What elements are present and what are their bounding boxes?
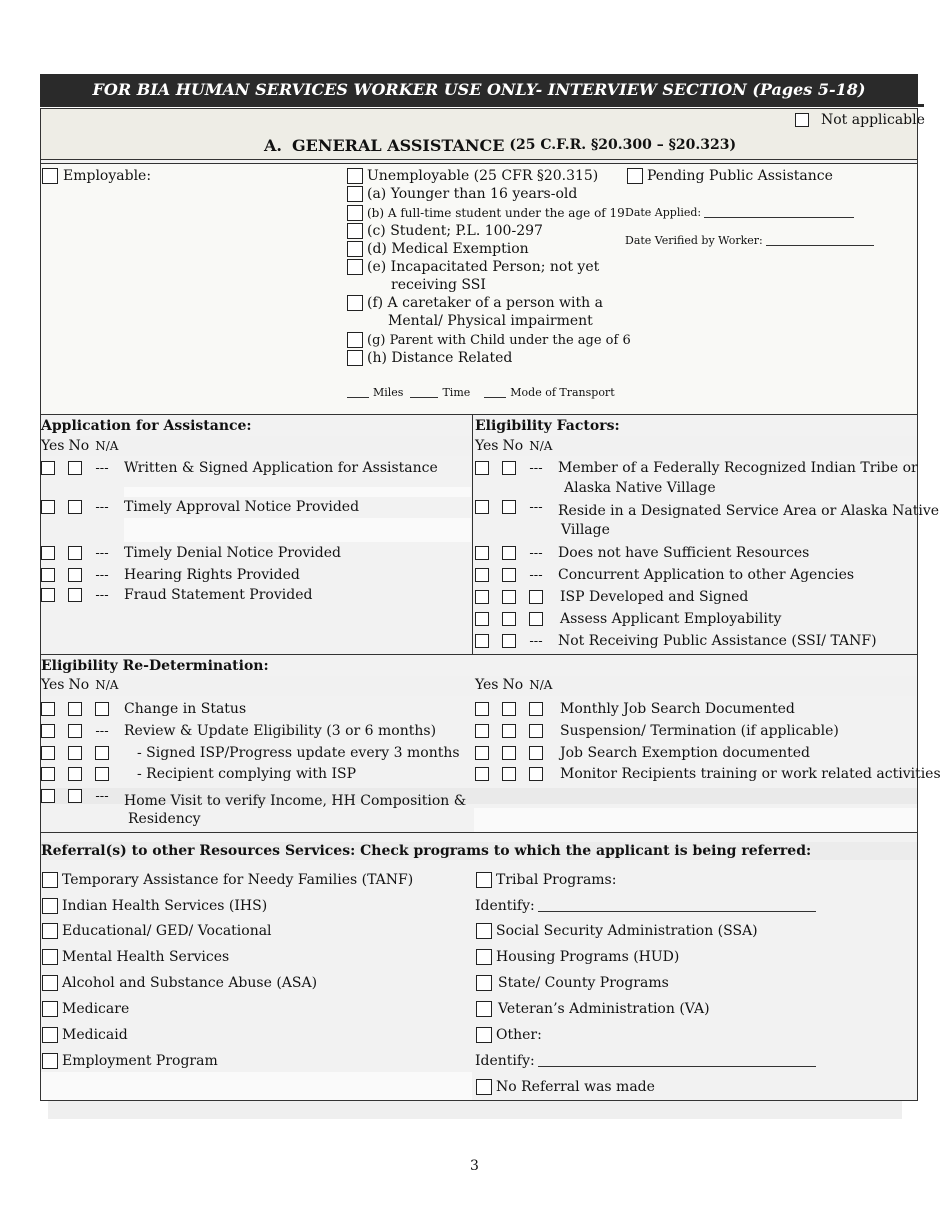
item-g-checkbox[interactable] — [347, 332, 363, 348]
referral-title: Referral(s) to other Resources Services: Check programs to which the applicant is being referred: — [41, 843, 812, 859]
referral-checkbox[interactable] — [42, 975, 58, 991]
referral-ssa[interactable]: Social Security Administration (SSA) — [476, 921, 758, 941]
referral-ihs[interactable]: Indian Health Services (IHS) — [42, 896, 267, 916]
header-underline — [40, 104, 924, 107]
yes-checkbox[interactable] — [475, 634, 489, 648]
yes-checkbox[interactable] — [475, 702, 489, 716]
no-checkbox[interactable] — [502, 724, 516, 738]
unemployable-item-f-cont: Mental/ Physical impairment — [388, 313, 593, 329]
redet-left-row-2: --- Review & Update Eligibility (3 or 6 months) — [41, 721, 436, 741]
referral-medicaid[interactable]: Medicaid — [42, 1025, 128, 1045]
transport-field[interactable] — [484, 387, 506, 398]
other-identify-field[interactable] — [538, 1056, 816, 1067]
item-d-checkbox[interactable] — [347, 241, 363, 257]
redetermination-title: Eligibility Re-Determination: — [41, 658, 269, 674]
referral-checkbox[interactable] — [42, 1027, 58, 1043]
referral-tribal[interactable]: Tribal Programs: — [476, 870, 616, 890]
referral-checkbox[interactable] — [42, 1053, 58, 1069]
application-row-2: --- Timely Approval Notice Provided — [41, 497, 359, 517]
no-checkbox[interactable] — [502, 546, 516, 560]
eligibility-row-3: --- Does not have Sufficient Resources — [475, 543, 809, 563]
referral-medicare[interactable]: Medicare — [42, 999, 129, 1019]
time-field[interactable] — [410, 387, 438, 398]
no-checkbox[interactable] — [502, 461, 516, 475]
not-applicable-option[interactable]: Not applicable — [795, 110, 925, 130]
na-checkbox[interactable] — [529, 724, 543, 738]
no-checkbox[interactable] — [502, 590, 516, 604]
no-checkbox[interactable] — [68, 588, 82, 602]
no-checkbox[interactable] — [68, 546, 82, 560]
employable-checkbox[interactable] — [42, 168, 58, 184]
referral-hud[interactable]: Housing Programs (HUD) — [476, 947, 679, 967]
unemployable-item-h[interactable]: (h) Distance Related — [347, 348, 512, 368]
application-row-3: --- Timely Denial Notice Provided — [41, 543, 341, 563]
referral-asa[interactable]: Alcohol and Substance Abuse (ASA) — [42, 973, 317, 993]
yes-checkbox[interactable] — [475, 500, 489, 514]
na-checkbox[interactable] — [529, 767, 543, 781]
yes-checkbox[interactable] — [41, 789, 55, 803]
referral-state-county[interactable]: State/ County Programs — [476, 973, 669, 993]
yes-checkbox[interactable] — [41, 724, 55, 738]
referral-checkbox[interactable] — [42, 872, 58, 888]
application-yn-header: Yes No N/A — [41, 438, 119, 454]
item-f-checkbox[interactable] — [347, 295, 363, 311]
eligibility-row-5: ISP Developed and Signed — [475, 587, 748, 607]
redet-right-row-2: Suspension/ Termination (if applicable) — [475, 721, 839, 741]
eligibility-yn-header: Yes No N/A — [475, 438, 553, 454]
section-a-title: A. GENERAL ASSISTANCE (25 C.F.R. §20.300 – §20.323) — [264, 135, 737, 155]
no-checkbox[interactable] — [502, 568, 516, 582]
redet-left-row-1: Change in Status — [41, 699, 246, 719]
eligibility-row-7: --- Not Receiving Public Assistance (SSI/ TANF) — [475, 631, 877, 651]
yes-checkbox[interactable] — [475, 724, 489, 738]
employable-option[interactable]: Employable: — [42, 166, 151, 186]
no-checkbox[interactable] — [68, 746, 82, 760]
referral-va[interactable]: Veteran’s Administration (VA) — [476, 999, 710, 1019]
yes-checkbox[interactable] — [41, 702, 55, 716]
referral-checkbox[interactable] — [476, 1001, 492, 1017]
referral-employment[interactable]: Employment Program — [42, 1051, 218, 1071]
yes-checkbox[interactable] — [475, 546, 489, 560]
no-referral-checkbox[interactable] — [476, 1079, 492, 1095]
na-checkbox[interactable] — [529, 612, 543, 626]
no-checkbox[interactable] — [502, 702, 516, 716]
na-checkbox[interactable] — [95, 702, 109, 716]
item-h-checkbox[interactable] — [347, 350, 363, 366]
no-checkbox[interactable] — [502, 500, 516, 514]
referral-checkbox[interactable] — [476, 975, 492, 991]
no-checkbox[interactable] — [502, 746, 516, 760]
page-number: 3 — [470, 1158, 479, 1174]
unemployable-item-f[interactable]: (f) A caretaker of a person with a — [347, 293, 603, 313]
no-checkbox[interactable] — [68, 461, 82, 475]
yes-checkbox[interactable] — [41, 568, 55, 582]
redet-right-yn-header: Yes No N/A — [475, 677, 553, 693]
no-checkbox[interactable] — [68, 724, 82, 738]
yes-checkbox[interactable] — [475, 746, 489, 760]
no-checkbox[interactable] — [68, 500, 82, 514]
unemployable-item-d[interactable]: (d) Medical Exemption — [347, 239, 529, 259]
no-checkbox[interactable] — [502, 612, 516, 626]
yes-checkbox[interactable] — [41, 461, 55, 475]
item-b-checkbox[interactable] — [347, 205, 363, 221]
redet-left-row-3: - Signed ISP/Progress update every 3 months — [41, 743, 460, 763]
unemployable-item-a[interactable]: (a) Younger than 16 years-old — [347, 184, 577, 204]
yes-checkbox[interactable] — [475, 461, 489, 475]
bottom-band — [48, 1101, 902, 1119]
referral-mental-health[interactable]: Mental Health Services — [42, 947, 229, 967]
item-e-checkbox[interactable] — [347, 259, 363, 275]
referral-checkbox[interactable] — [476, 949, 492, 965]
application-row-1: --- Written & Signed Application for Assistance — [41, 458, 438, 478]
unemployable-item-c[interactable]: (c) Student; P.L. 100-297 — [347, 221, 543, 241]
referral-checkbox[interactable] — [476, 872, 492, 888]
no-checkbox[interactable] — [68, 702, 82, 716]
eligibility-row-1: --- Member of a Federally Recognized Indian Tribe or — [475, 458, 918, 478]
unemployable-checkbox[interactable] — [347, 168, 363, 184]
redet-left-yn-header: Yes No N/A — [41, 677, 119, 693]
referral-checkbox[interactable] — [42, 898, 58, 914]
pending-assistance-checkbox[interactable] — [627, 168, 643, 184]
no-checkbox[interactable] — [68, 568, 82, 582]
redet-right-row-4: Monitor Recipients training or work related activities — [475, 764, 941, 784]
tribal-identify-field[interactable] — [538, 901, 816, 912]
yes-checkbox[interactable] — [475, 568, 489, 582]
other-identify: Identify: — [475, 1051, 816, 1071]
eligibility-row-6: Assess Applicant Employability — [475, 609, 781, 629]
redet-right-row-3: Job Search Exemption documented — [475, 743, 810, 763]
unemployable-item-e-cont: receiving SSI — [391, 277, 486, 293]
yes-checkbox[interactable] — [41, 500, 55, 514]
date-applied: Date Applied: — [625, 202, 854, 222]
date-verified: Date Verified by Worker: — [625, 230, 874, 250]
distance-fields: Miles Time Mode of Transport — [347, 382, 615, 402]
yes-checkbox[interactable] — [475, 612, 489, 626]
referral-checkbox[interactable] — [42, 949, 58, 965]
redet-left-row-4: - Recipient complying with ISP — [41, 764, 356, 784]
no-checkbox[interactable] — [502, 767, 516, 781]
eligibility-row-2-cont: Village — [561, 522, 610, 538]
yes-checkbox[interactable] — [475, 590, 489, 604]
referral-educational[interactable]: Educational/ GED/ Vocational — [42, 921, 272, 941]
redet-right-row-1: Monthly Job Search Documented — [475, 699, 795, 719]
referral-checkbox[interactable] — [42, 1001, 58, 1017]
na-checkbox[interactable] — [95, 767, 109, 781]
unemployable-item-b[interactable]: (b) A full-time student under the age of 19 — [347, 203, 625, 223]
no-checkbox[interactable] — [68, 789, 82, 803]
redet-left-row-5: --- Home Visit to verify Income, HH Composition & — [41, 786, 466, 806]
redet-left-row-5-cont: Residency — [128, 811, 201, 827]
na-checkbox[interactable] — [95, 746, 109, 760]
no-checkbox[interactable] — [68, 767, 82, 781]
no-referral[interactable]: No Referral was made — [476, 1077, 655, 1097]
na-checkbox[interactable] — [529, 702, 543, 716]
tribal-identify: Identify: — [475, 896, 816, 916]
eligibility-row-1-cont: Alaska Native Village — [564, 480, 716, 496]
eligibility-row-2: --- Reside in a Designated Service Area or Alaska Native — [475, 497, 939, 517]
application-row-5: --- Fraud Statement Provided — [41, 585, 312, 605]
na-checkbox[interactable] — [529, 746, 543, 760]
referral-checkbox[interactable] — [476, 923, 492, 939]
item-a-checkbox[interactable] — [347, 186, 363, 202]
yes-checkbox[interactable] — [41, 767, 55, 781]
unemployable-option[interactable]: Unemployable (25 CFR §20.315) — [347, 166, 598, 186]
section-header-title: FOR BIA HUMAN SERVICES WORKER USE ONLY- INTERVIEW SECTION (Pages 5-18) — [92, 79, 866, 99]
application-row-4: --- Hearing Rights Provided — [41, 565, 300, 585]
item-c-checkbox[interactable] — [347, 223, 363, 239]
referral-checkbox[interactable] — [42, 923, 58, 939]
no-checkbox[interactable] — [502, 634, 516, 648]
unemployable-item-e[interactable]: (e) Incapacitated Person; not yet — [347, 257, 599, 277]
unemployable-item-g[interactable]: (g) Parent with Child under the age of 6 — [347, 330, 631, 350]
referral-other[interactable]: Other: — [476, 1025, 542, 1045]
yes-checkbox[interactable] — [41, 588, 55, 602]
referral-checkbox[interactable] — [476, 1027, 492, 1043]
na-checkbox[interactable] — [529, 590, 543, 604]
referral-tanf[interactable]: Temporary Assistance for Needy Families (TANF) — [42, 870, 413, 890]
eligibility-row-4: --- Concurrent Application to other Agencies — [475, 565, 854, 585]
section-header-bar — [40, 74, 918, 104]
eligibility-title: Eligibility Factors: — [475, 418, 620, 434]
yes-checkbox[interactable] — [41, 746, 55, 760]
pending-assistance-option[interactable]: Pending Public Assistance — [627, 166, 833, 186]
yes-checkbox[interactable] — [475, 767, 489, 781]
date-applied-field[interactable] — [704, 207, 854, 218]
not-applicable-checkbox[interactable] — [795, 113, 809, 127]
application-title: Application for Assistance: — [41, 418, 252, 434]
date-verified-field[interactable] — [766, 235, 874, 246]
miles-field[interactable] — [347, 387, 369, 398]
yes-checkbox[interactable] — [41, 546, 55, 560]
